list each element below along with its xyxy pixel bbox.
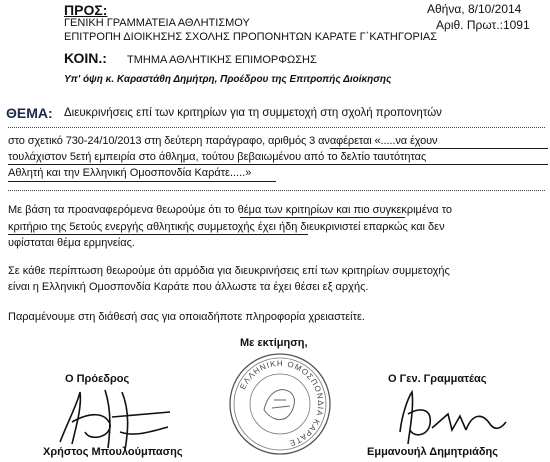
body-paragraph-2-line-3: υφίσταται θέμα ερμηνείας. [8, 237, 135, 249]
closing-text: Με εκτίμηση, [240, 337, 308, 349]
body-paragraph-1-line-3: Αθλητή και την Ελληνική Ομοσπονδία Καράτε.....» [8, 167, 252, 179]
president-name: Χρήστος Μπουλούμπασης [43, 446, 183, 458]
president-role: Ο Πρόεδρος [65, 373, 130, 385]
hand-underline-1 [330, 148, 548, 149]
svg-text:ΕΛΛΗΝΙΚΗ ΟΜΟΣΠΟΝΔΙΑ ΚΑΡΑΤΕ [238, 359, 325, 448]
secretary-role: Ο Γεν. Γραμματέας [388, 373, 487, 385]
body-paragraph-3-line-2: είναι η Ελληνική Ομοσπονδία Καράτε που άλλωστε τα έχει θέσει εξ αρχής. [8, 281, 369, 293]
body-paragraph-1-line-2: τουλάχιστον 5ετή εμπειρία στο άθλημα, τούτου βεβαιωμένου από το δελτίο ταυτότητας [8, 151, 427, 163]
document-date: Αθήνα, 8/10/2014 [427, 2, 522, 16]
body-paragraph-1-line-1: στο σχετικό 730-24/10/2013 στη δεύτερη παράγραφο, αριθμός 3 αναφέρεται «.....να έχουν [8, 135, 438, 147]
body-paragraph-2-line-1: Με βάση τα προαναφερόμενα θεωρούμε ότι το θέμα των κριτηρίων και πιο συγκεκριμένα το [8, 204, 453, 216]
subject-label: ΘΕΜΑ: [6, 105, 53, 121]
stamp-ring-text: ΕΛΛΗΝΙΚΗ ΟΜΟΣΠΟΝΔΙΑ ΚΑΡΑΤΕ [238, 358, 326, 448]
cc-value: ΤΜΗΜΑ ΑΘΛΗΤΙΚΗΣ ΕΠΙΜΟΡΦΩΣΗΣ [127, 54, 317, 66]
hand-underline-2 [8, 164, 548, 165]
body-paragraph-2-line-2: κριτήριο της 5ετούς ενεργής αθλητικής συμμετοχής έχει ήδη διευκρινιστεί επαρκώς και δεν [8, 221, 445, 233]
subject-text: Διευκρινήσεις επί των κριτηρίων για τη συμμετοχή στη σχολή προπονητών [64, 107, 442, 119]
hand-underline-4 [240, 217, 405, 218]
body-paragraph-3-line-1: Σε κάθε περίπτωση θεωρούμε ότι αρμόδια για διευκρινήσεις επί των κριτηρίων συμμετοχής [8, 265, 450, 277]
recipient-line-2: ΕΠΙΤΡΟΠΗ ΔΙΟΙΚΗΣΗΣ ΣΧΟΛΗΣ ΠΡΟΠΟΝΗΤΩΝ ΚΑΡΑΤΕ Γ΄ΚΑΤΗΓΟΡΙΑΣ [64, 31, 438, 43]
subject-dotted-rule [8, 127, 545, 128]
secretary-signature [392, 384, 512, 454]
secretary-name: Εμμανουήλ Δημητριάδης [367, 446, 499, 458]
to-label: ΠΡΟΣ: [64, 2, 108, 18]
hand-underline-5 [8, 234, 308, 235]
official-stamp [228, 352, 332, 456]
body-paragraph-4: Παραμένουμε στη διάθεσή σας για οποιαδήποτε πληροφορία χρειαστείτε. [8, 311, 365, 323]
president-signature [50, 382, 180, 457]
hand-underline-3 [8, 181, 276, 182]
paragraph-dotted-rule [8, 190, 545, 191]
cc-label: ΚΟΙΝ.: [64, 50, 107, 66]
protocol-number: Αριθ. Πρωτ.:1091 [436, 18, 530, 32]
attention-line: Υπ' όψη κ. Καραστάθη Δημήτρη, Προέδρου της Επιτροπής Διοίκησης [64, 74, 392, 85]
recipient-line-1: ΓΕΝΙΚΗ ΓΡΑΜΜΑΤΕΙΑ ΑΘΛΗΤΙΣΜΟΥ [64, 17, 250, 29]
